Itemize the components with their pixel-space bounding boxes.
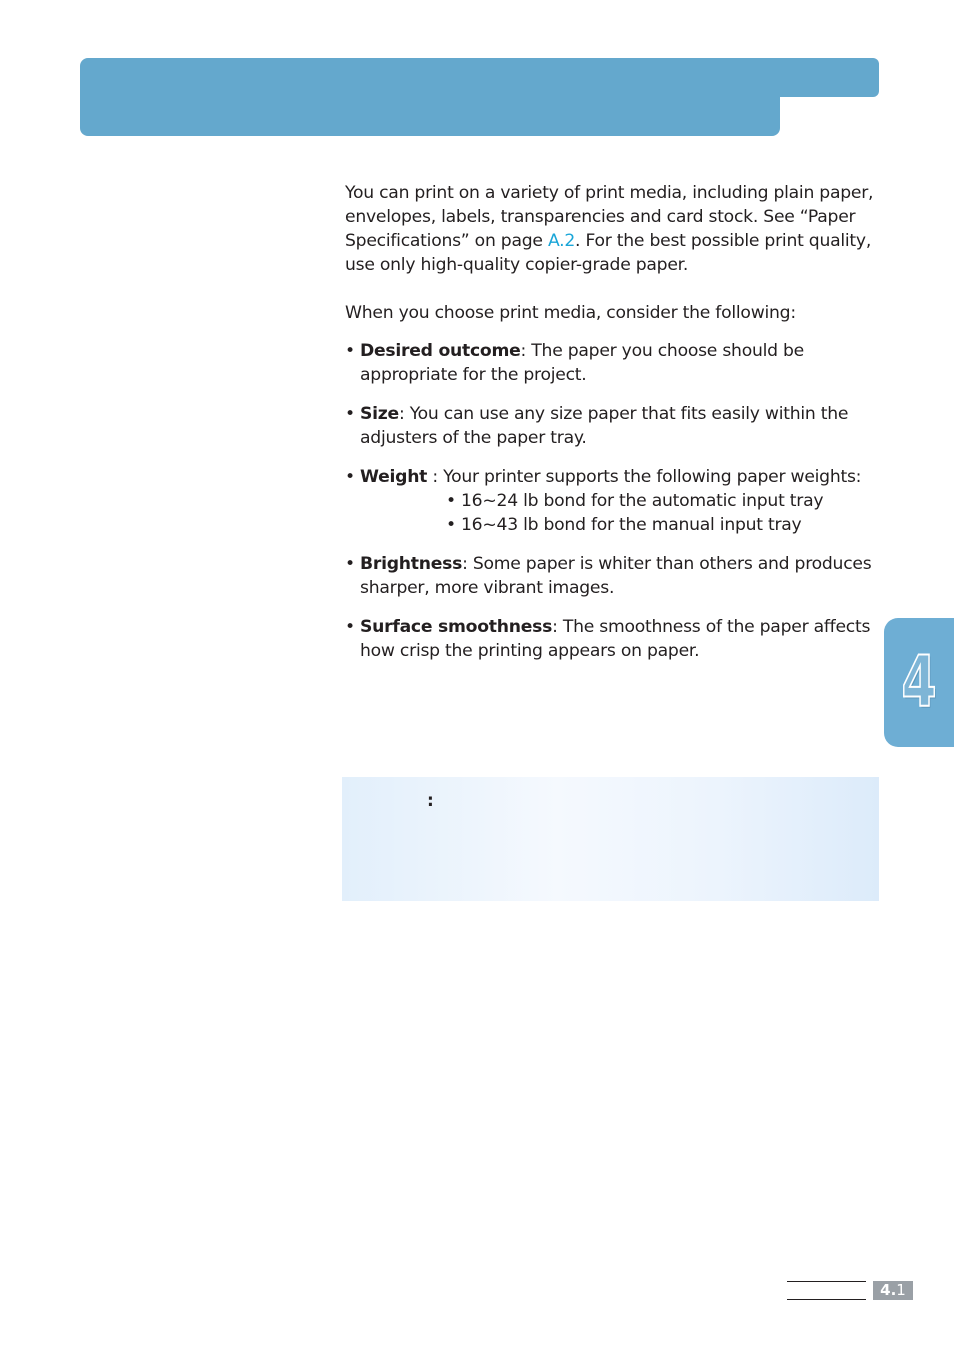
page-link-a2[interactable]: A.2	[547, 231, 576, 251]
header-banner	[80, 58, 780, 136]
list-item: • Weight : Your printer supports the following paper weights: • 16~24 lb bond for the automatic input tray • 16~43 lb bond for the manual input tray	[345, 465, 885, 537]
chapter-number: 4	[901, 641, 937, 723]
page-number-badge: 4.1	[873, 1281, 913, 1300]
footer-rule-top	[787, 1281, 866, 1282]
term: Weight	[360, 467, 428, 487]
main-content	[345, 181, 885, 678]
term: Desired outcome	[360, 341, 521, 361]
term: Brightness	[360, 554, 463, 574]
media-considerations-list	[345, 339, 885, 663]
note-box	[342, 777, 879, 901]
header-banner-extension	[770, 58, 879, 97]
consider-paragraph: When you choose print media, consider the following:	[345, 303, 796, 323]
footer-rule-bottom	[787, 1299, 866, 1300]
list-item: • Brightness: Some paper is whiter than others and produces sharper, more vibrant images.	[345, 552, 885, 600]
sub-list-item: • 16~43 lb bond for the manual input tray	[446, 513, 885, 537]
term: Size	[360, 404, 399, 424]
chapter-tab	[884, 618, 954, 747]
list-item: • Surface smoothness: The smoothness of the paper affects how crisp the printing appears on paper.	[345, 615, 885, 663]
intro-paragraph: You can print on a variety of print media, including plain paper, envelopes, labels, transparencies and card stock. See “Paper Specifications” on page A.2. For the best possible print quality, use only high-quality copier-grade paper.	[345, 183, 874, 275]
note-label-colon: :	[427, 791, 434, 811]
weight-sublist	[360, 489, 885, 537]
sub-list-item: • 16~24 lb bond for the automatic input tray	[446, 489, 885, 513]
term: Surface smoothness	[360, 617, 553, 637]
list-item: • Size: You can use any size paper that fits easily within the adjusters of the paper tray.	[345, 402, 885, 450]
list-item: • Desired outcome: The paper you choose should be appropriate for the project.	[345, 339, 885, 387]
